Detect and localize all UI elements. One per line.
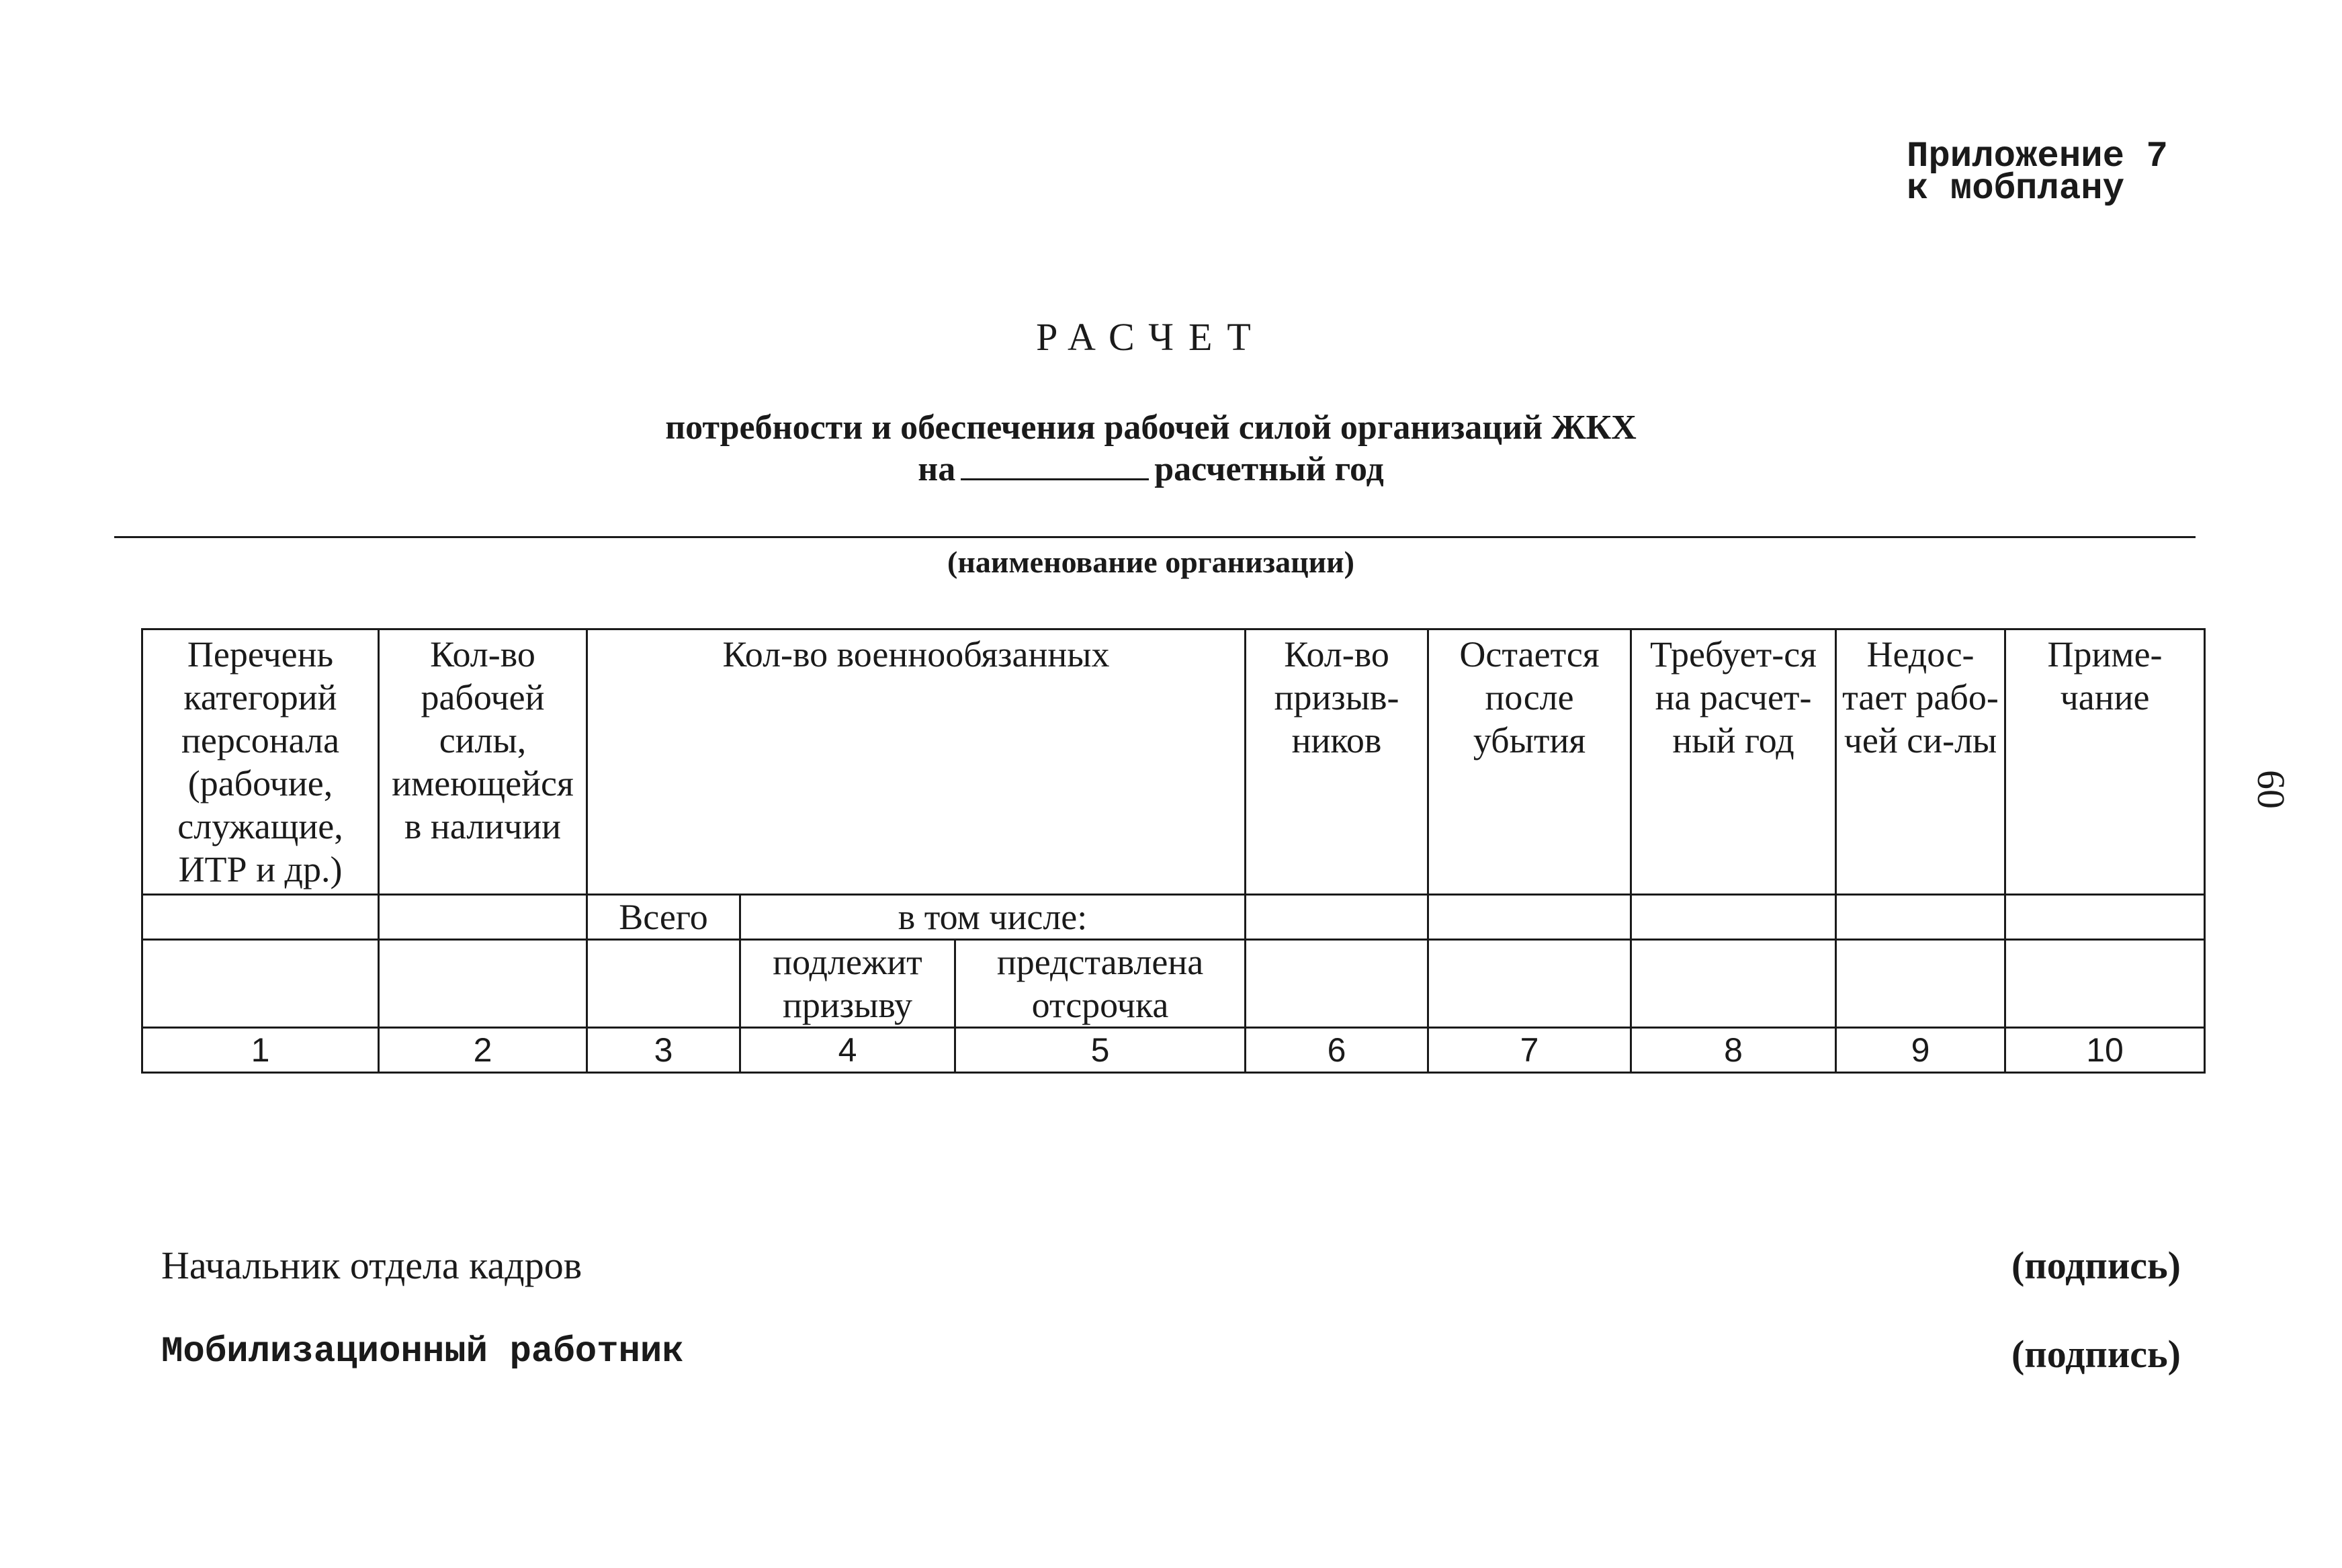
column-number: 6: [1246, 1028, 1428, 1073]
column-number: 10: [2005, 1028, 2205, 1073]
calculation-table: [141, 628, 2206, 1074]
appendix-note: [1907, 136, 2168, 210]
header-categories: Перечень категорий персонала (рабочие, служащие, ИТР и др.): [142, 629, 379, 895]
table-subheader-row-2: [142, 940, 2205, 1028]
appendix-line-1: Приложение 7: [1907, 136, 2168, 177]
column-number: 8: [1631, 1028, 1836, 1073]
organization-name-line: [114, 536, 2196, 538]
header-note: Приме-чание: [2005, 629, 2205, 895]
header-shortage: Недос-тает рабо-чей си-лы: [1836, 629, 2005, 895]
document-subtitle: [0, 407, 2302, 490]
signature-placeholder-hr-head: (подпись): [2011, 1244, 2181, 1287]
table-cell: [2005, 895, 2205, 940]
table-cell: [1631, 895, 1836, 940]
table-cell: [142, 895, 379, 940]
column-number: 9: [1836, 1028, 2005, 1073]
header-conscripts: Кол-во призыв-ников: [1246, 629, 1428, 895]
subheader-total: Всего: [587, 895, 740, 940]
subheader-deferred: представлена отсрочка: [955, 940, 1246, 1028]
year-blank-line: [961, 449, 1149, 480]
subheader-subject-to-draft: подлежит призыву: [740, 940, 955, 1028]
header-military-obligated: Кол-во военнообязанных: [587, 629, 1246, 895]
subheader-including: в том числе:: [740, 895, 1246, 940]
table-cell: [1428, 940, 1631, 1028]
column-number: 4: [740, 1028, 955, 1073]
table-cell: [1246, 940, 1428, 1028]
table-cell: [1836, 895, 2005, 940]
page-number: 60: [2249, 770, 2293, 809]
subtitle-line-2: [0, 449, 2302, 490]
subtitle-suffix: расчетный год: [1154, 450, 1384, 488]
table-cell: [1836, 940, 2005, 1028]
table-cell: [379, 940, 587, 1028]
table-cell: [379, 895, 587, 940]
header-required: Требует-ся на расчет-ный год: [1631, 629, 1836, 895]
column-number: 3: [587, 1028, 740, 1073]
subtitle-line-1: потребности и обеспечения рабочей силой организаций ЖКХ: [665, 408, 1637, 447]
signature-placeholder-mobilization: (подпись): [2011, 1332, 2181, 1376]
table-header-row: [142, 629, 2205, 895]
document-title: РАСЧЕТ: [1036, 315, 1266, 359]
column-number: 1: [142, 1028, 379, 1073]
column-number: 2: [379, 1028, 587, 1073]
table-cell: [142, 940, 379, 1028]
table-cell: [1428, 895, 1631, 940]
table-column-numbers-row: [142, 1028, 2205, 1073]
table-subheader-row: [142, 895, 2205, 940]
table-cell: [1631, 940, 1836, 1028]
column-number: 7: [1428, 1028, 1631, 1073]
column-number: 5: [955, 1028, 1246, 1073]
appendix-line-2: к мобплану: [1907, 169, 2125, 210]
table-cell: [2005, 940, 2205, 1028]
organization-caption: (наименование организации): [947, 545, 1354, 579]
subtitle-prefix: на: [918, 450, 956, 488]
signature-label-mobilization: Мобилизационный работник: [161, 1332, 684, 1373]
table-cell: [1246, 895, 1428, 940]
table-cell: [587, 940, 740, 1028]
header-remaining: Остается после убытия: [1428, 629, 1631, 895]
signature-label-hr-head: Начальник отдела кадров: [161, 1244, 582, 1287]
header-workforce-available: Кол-во рабочей силы, имеющейся в наличии: [379, 629, 587, 895]
